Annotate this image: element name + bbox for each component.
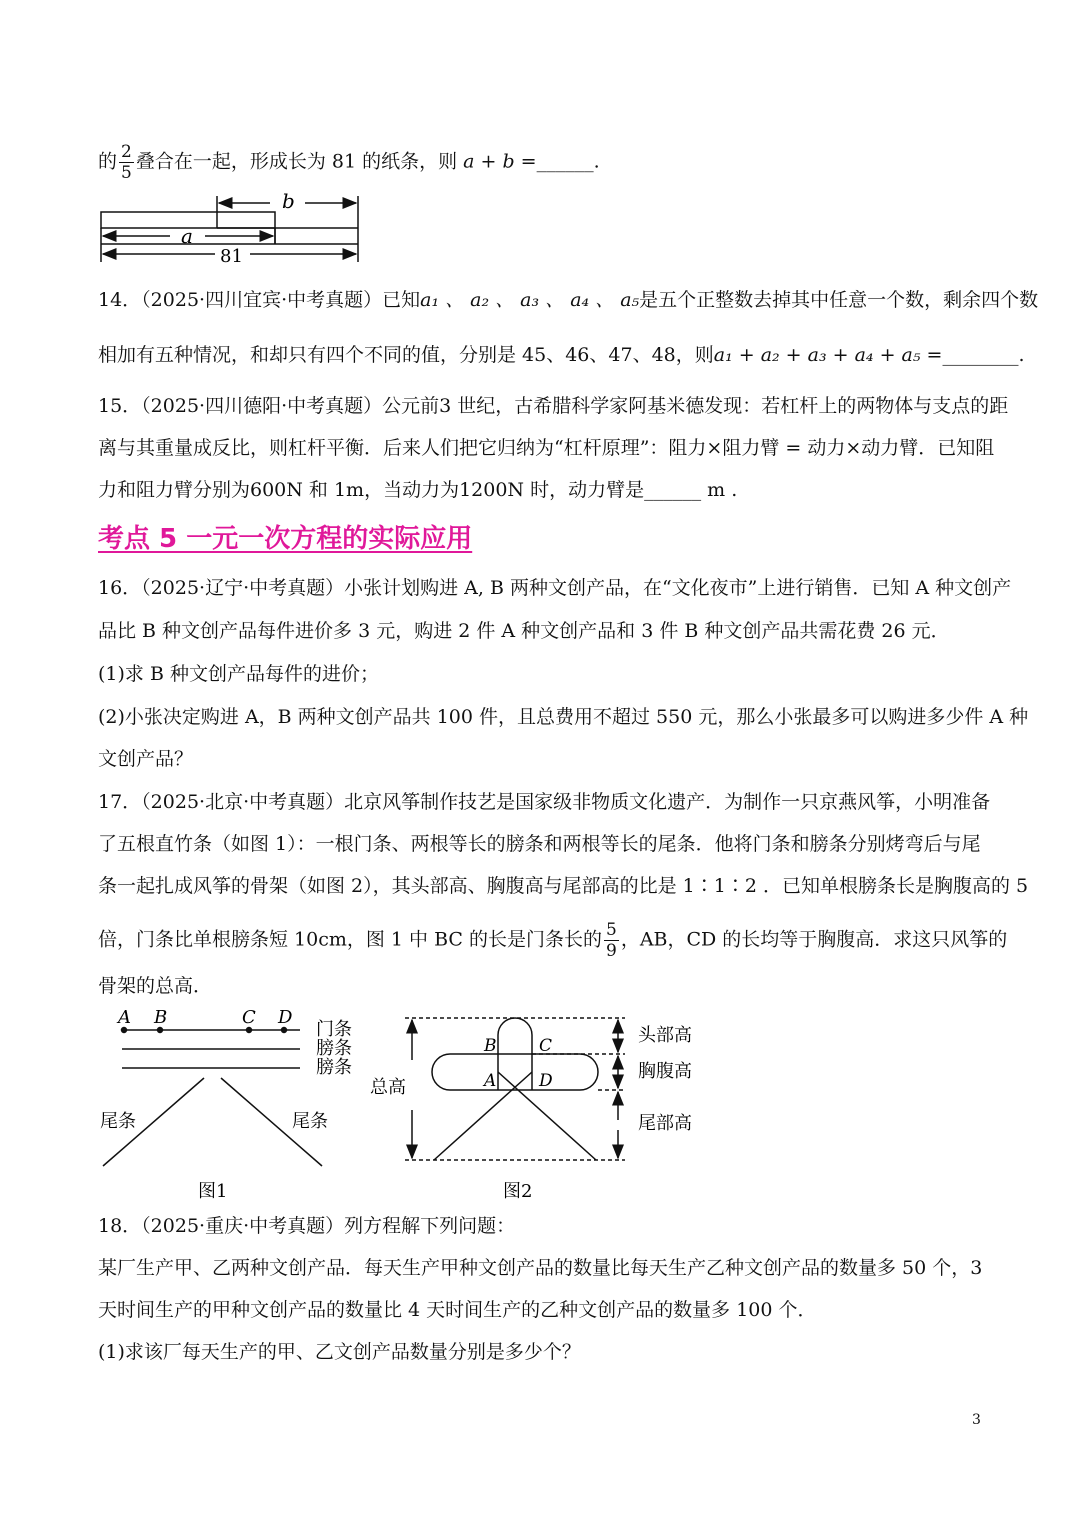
q16-sub2b: 文创产品？ xyxy=(98,748,194,770)
fig1-men: 门条 xyxy=(316,1019,352,1040)
fig1-bang1: 膀条 xyxy=(316,1038,352,1059)
q13-pre: 的 xyxy=(98,150,118,173)
q14-vars: a₁ 、 a₂ 、 a₃ 、 a₄ 、 a₅ xyxy=(420,289,640,311)
q13-blank: ______ xyxy=(536,150,594,173)
strip-label-81: 81 xyxy=(220,246,243,267)
q14-line2-text: 相加有五种情况，和却只有四个不同的值，分别是 45、46、47、48，则 xyxy=(98,344,714,366)
q14-expr: a₁ + a₂ + a₃ + a₄ + a₅ = xyxy=(713,344,943,366)
fig1-A: A xyxy=(118,1007,131,1028)
q17-line5: 骨架的总高． xyxy=(98,975,213,997)
wei-tiao-right xyxy=(221,1078,322,1166)
fig2-chest: 胸腹高 xyxy=(638,1061,692,1082)
fig1-caption: 图1 xyxy=(198,1181,228,1202)
figure-2 xyxy=(405,1018,625,1160)
q13-end: . xyxy=(593,150,600,173)
q17-fraction: $\frac{5}{9}$ xyxy=(605,920,617,961)
q14-end: . xyxy=(1018,344,1025,366)
fig1-wei-left: 尾条 xyxy=(100,1111,136,1132)
figure-1 xyxy=(103,1028,322,1167)
fig2-D: D xyxy=(539,1071,553,1091)
q14-blank: ________ xyxy=(942,344,1019,366)
q17-line3: 条一起扎成风筝的骨架（如图 2），其头部高、胸腹高与尾部高的比是 1∶1∶2 ．已知单根膀条长是胸腹高的 5 xyxy=(98,875,1029,897)
fig1-C: C xyxy=(242,1007,256,1028)
q16-sub2a: (2)小张决定购进 A，B 两种文创产品共 100 件，且总费用不超过 550 元，那么小张最多可以购进多少件 A 种 xyxy=(98,706,1029,728)
q14-prefix: 14．（2025·四川宜宾·中考真题）已知 xyxy=(98,289,421,311)
q13-post: 叠合在一起，形成长为 81 的纸条，则 xyxy=(135,150,458,173)
q14-line2 xyxy=(98,341,1024,369)
q17-line4 xyxy=(98,920,1007,961)
q15-line3: 力和阻力臂分别为600N 和 1m，当动力为1200N 时，动力臂是______ m . xyxy=(98,479,738,501)
q18-sub1: (1)求该厂每天生产的甲、乙文创产品数量分别是多少个？ xyxy=(98,1341,581,1363)
fig2-B: B xyxy=(484,1036,497,1056)
page-number: 3 xyxy=(972,1412,981,1428)
q17-line4-post: ，AB，CD 的长均等于胸腹高．求这只风筝的 xyxy=(620,928,1008,951)
q14-line1 xyxy=(98,286,1038,314)
q18-line1: 18．（2025·重庆·中考真题）列方程解下列问题： xyxy=(98,1215,516,1237)
tail-left xyxy=(434,1072,532,1160)
fig2-tail: 尾部高 xyxy=(638,1113,692,1134)
wing-capsule xyxy=(432,1054,598,1090)
q16-line2: 品比 B 种文创产品每件进价多 3 元，购进 2 件 A 种文创产品和 3 件 B 种文创产品共需花费 26 元． xyxy=(98,620,950,642)
strip-a-rect xyxy=(101,212,275,228)
fig2-head: 头部高 xyxy=(638,1025,692,1046)
strip-label-a: a xyxy=(181,224,193,248)
fig1-bang2: 膀条 xyxy=(316,1057,352,1078)
fig2-C: C xyxy=(539,1036,553,1056)
q13-expr: a + b = xyxy=(463,150,537,173)
tail-right xyxy=(498,1072,596,1160)
fig2-caption: 图2 xyxy=(503,1181,533,1202)
q15-line1: 15．（2025·四川德阳·中考真题）公元前3 世纪，古希腊科学家阿基米德发现：若杠杆上的两物体与支点的距 xyxy=(98,395,1009,417)
q17-line2: 了五根直竹条（如图 1）：一根门条、两根等长的膀条和两根等长的尾条．他将门条和膀条分别烤弯后与尾 xyxy=(98,833,981,855)
strip-label-b: b xyxy=(282,189,295,213)
wei-tiao-left xyxy=(103,1078,204,1166)
fig1-D: D xyxy=(278,1007,293,1028)
fig2-total: 总高 xyxy=(370,1077,406,1098)
section-title: 考点 5 一元一次方程的实际应用 xyxy=(98,524,473,554)
q13-fraction: $\frac{2}{5}$ xyxy=(121,142,132,183)
q14-suffix: 是五个正整数去掉其中任意一个数，剩余四个数 xyxy=(639,289,1039,311)
q15-line2: 离与其重量成反比，则杠杆平衡．后来人们把它归纳为“杠杆原理”：阻力×阻力臂 = 动力×动力臂．已知阻 xyxy=(98,437,995,459)
q13-line xyxy=(98,142,600,183)
q16-line1: 16．（2025·辽宁·中考真题）小张计划购进 A, B 两种文创产品，在“文化夜市”上进行销售．已知 A 种文创产 xyxy=(98,577,1012,599)
fig1-wei-right: 尾条 xyxy=(292,1111,328,1132)
q17-line1: 17．（2025·北京·中考真题）北京风筝制作技艺是国家级非物质文化遗产．为制作一只京燕风筝，小明准备 xyxy=(98,791,991,813)
head-capsule xyxy=(498,1018,532,1090)
q17-line4-pre: 倍，门条比单根膀条短 10cm，图 1 中 BC 的长是门条长的 xyxy=(98,928,602,951)
fig1-B: B xyxy=(154,1007,168,1028)
q18-line3: 天时间生产的甲种文创产品的数量比 4 天时间生产的乙种文创产品的数量多 100 个． xyxy=(98,1299,817,1321)
q16-sub1: (1)求 B 种文创产品每件的进价； xyxy=(98,663,379,685)
fig2-A: A xyxy=(484,1071,497,1091)
q18-line2: 某厂生产甲、乙两种文创产品．每天生产甲种文创产品的数量比每天生产乙种文创产品的数量多 50 个，3 xyxy=(98,1257,983,1279)
